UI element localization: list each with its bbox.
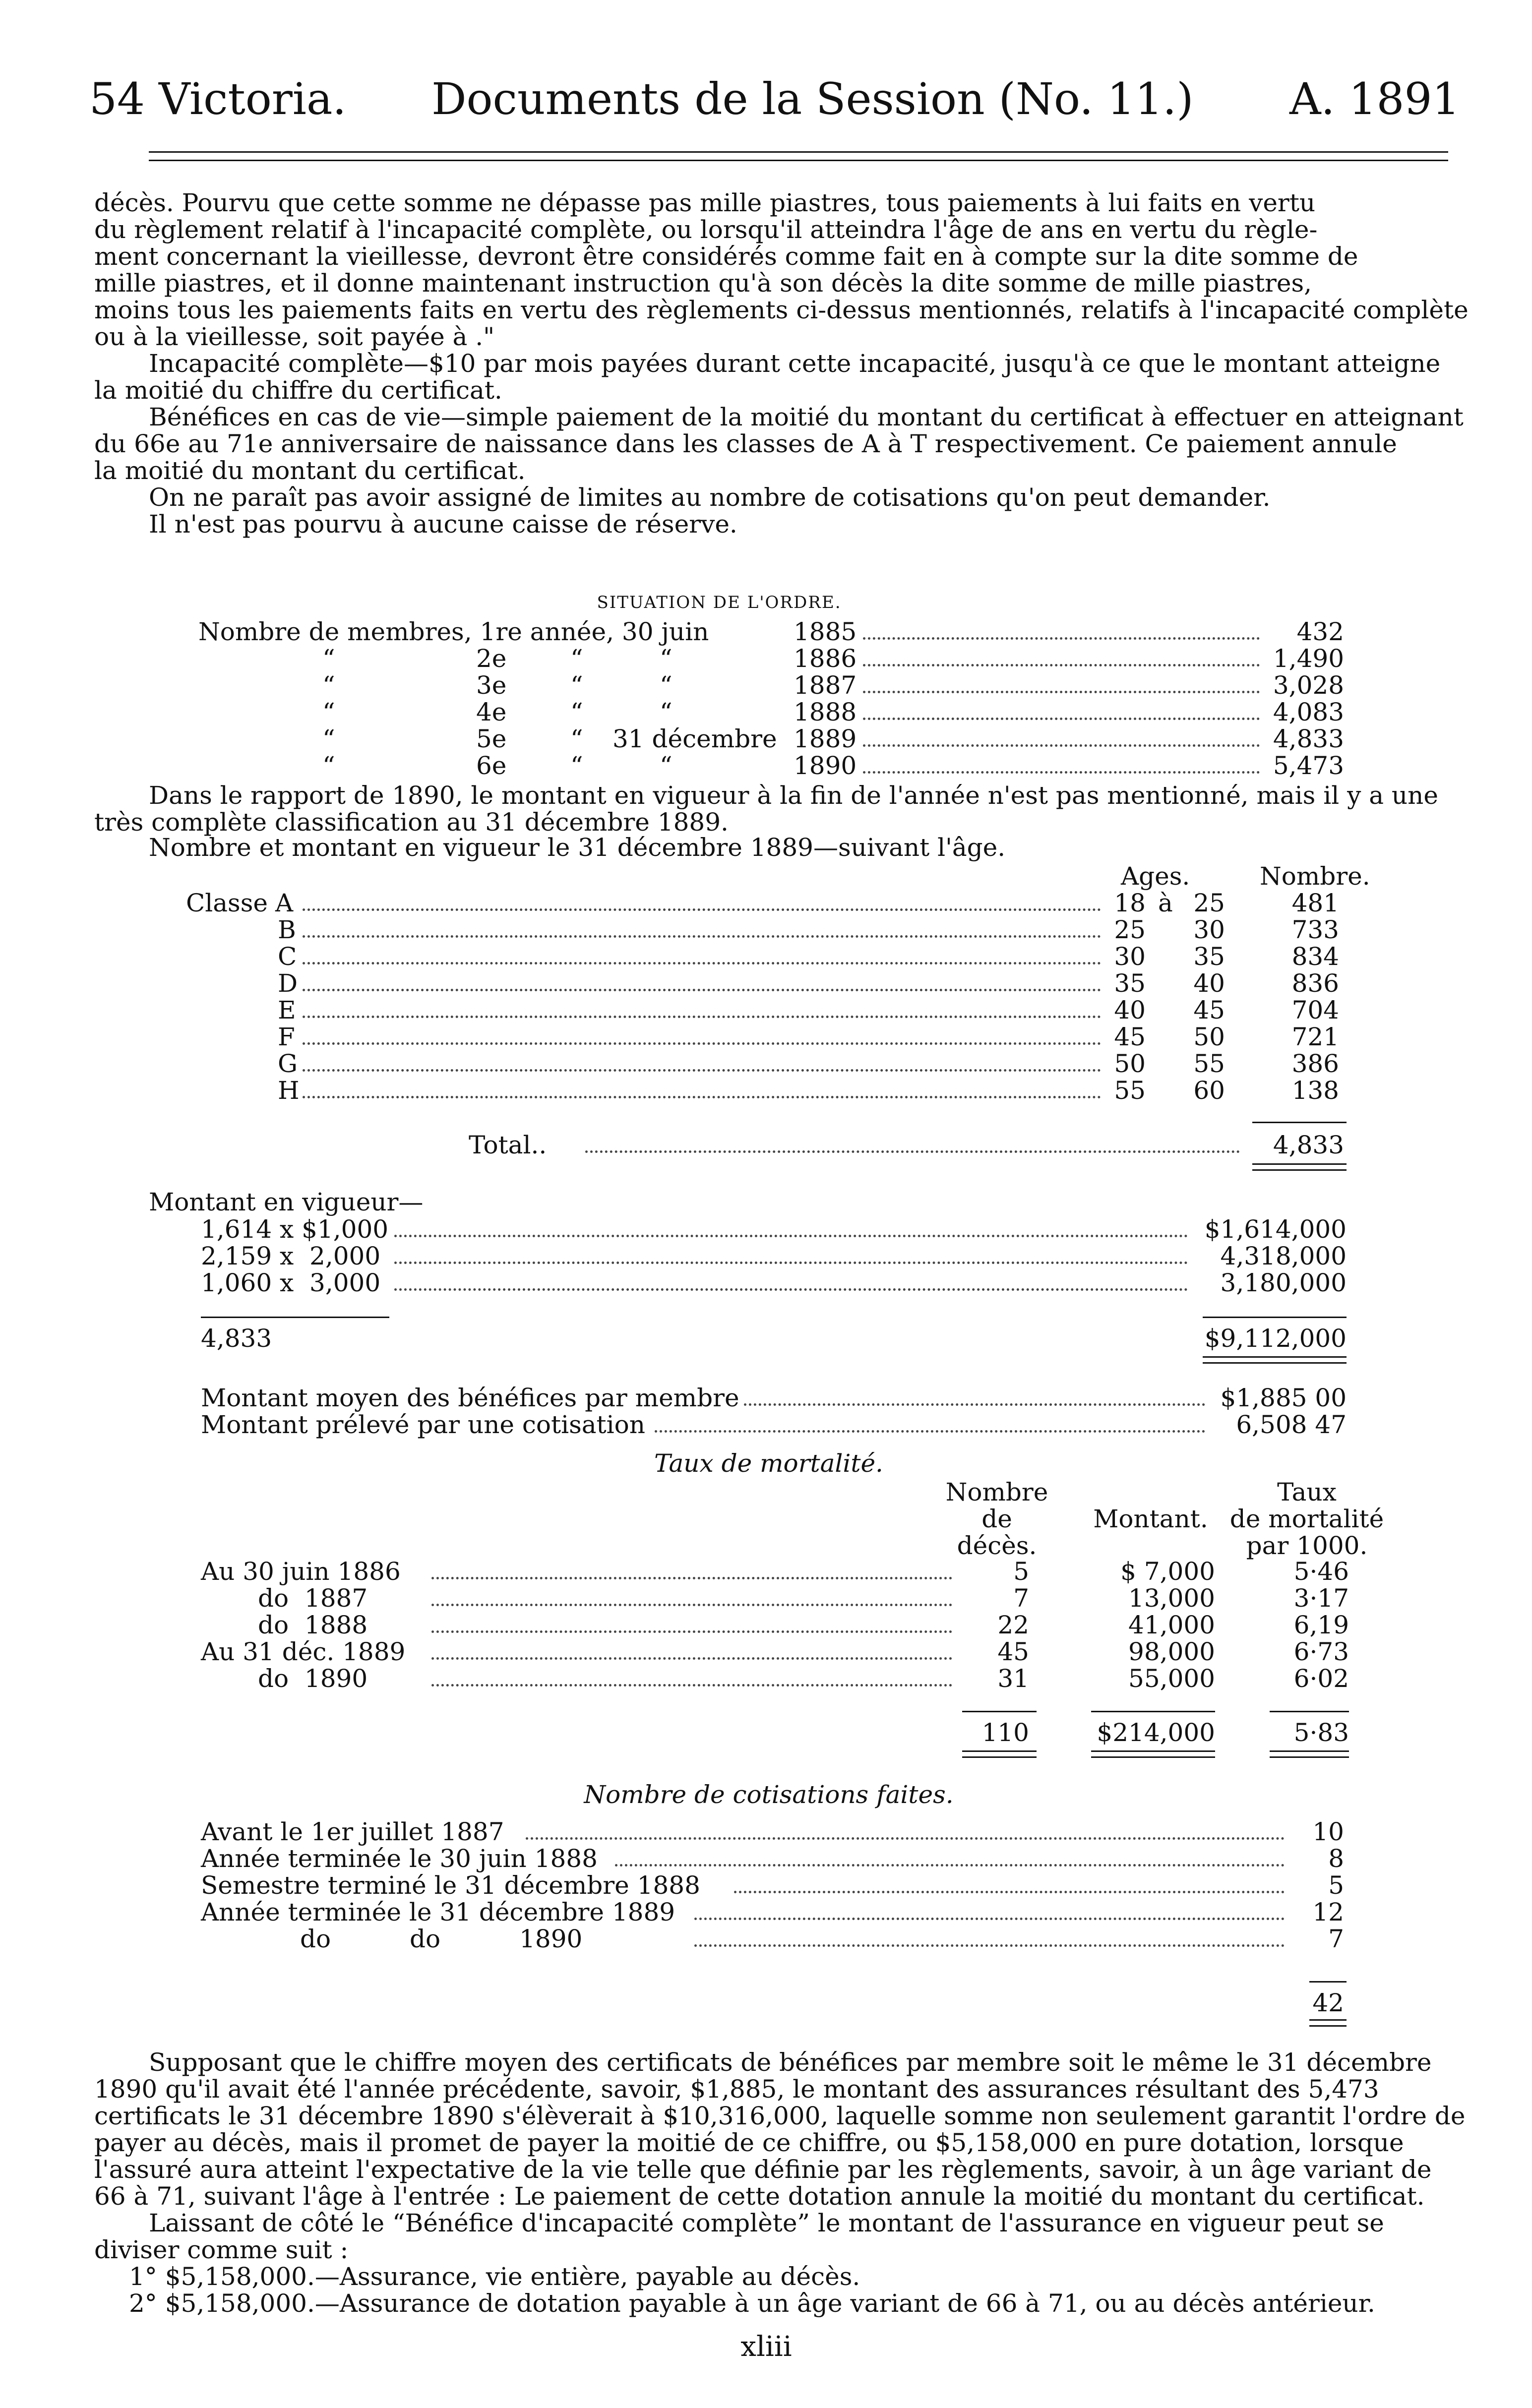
- intro-line: moins tous les paiements faits en vertu des règlements ci-dessus mentionnés, relatifs à l'incapacité complète: [94, 296, 1469, 324]
- situation-year: 1886: [794, 644, 857, 673]
- montant-rule-left: [201, 1317, 389, 1318]
- moyen-dots: [744, 1403, 1205, 1406]
- mortalite-deces: 45: [997, 1637, 1029, 1666]
- age-class: G: [278, 1049, 298, 1078]
- mortalite-deces: 31: [997, 1664, 1029, 1693]
- intro-line: décès. Pourvu que cette somme ne dépasse pas mille piastres, tous paiements à lui faits en vertu: [94, 188, 1316, 217]
- situation-dots: [863, 664, 1260, 666]
- mortalite-taux: 3·17: [1293, 1584, 1349, 1613]
- closing-line: l'assuré aura atteint l'expectative de la vie telle que définie par les règlements, savoir, à un âge variant de: [94, 2155, 1432, 2184]
- age-dots: [303, 935, 1101, 938]
- moyen-dots: [655, 1430, 1205, 1433]
- closing-line: 66 à 71, suivant l'âge à l'entrée : Le paiement de cette dotation annule la moitié du montant du certificat.: [94, 2182, 1425, 2211]
- mortalite-deces: 5: [1013, 1557, 1029, 1586]
- mortalite-montant: 13,000: [1128, 1584, 1215, 1613]
- situation-ditto: “: [570, 698, 583, 726]
- age-class: E: [278, 996, 296, 1024]
- mort-total-montant: $214,000: [1097, 1718, 1215, 1747]
- cotisation-label: do do 1890: [300, 1925, 583, 1953]
- age-sep: à: [1158, 889, 1173, 917]
- montant-double-1: [1203, 1356, 1347, 1358]
- situation-value: 5,473: [1273, 751, 1344, 780]
- situation-ditto: “: [322, 724, 335, 753]
- situation-dots: [863, 637, 1260, 640]
- cotisations-title: Nombre de cotisations faites.: [584, 1780, 954, 1809]
- montant-value: 4,318,000: [1220, 1242, 1347, 1270]
- mortalite-taux: 6·73: [1293, 1637, 1349, 1666]
- mortalite-montant: 55,000: [1128, 1664, 1215, 1693]
- situation-ordinal: 6e: [476, 751, 507, 780]
- cotisation-dots: [734, 1891, 1285, 1893]
- mort-double-taux-2: [1270, 1756, 1349, 1758]
- mortalite-deces: 22: [997, 1611, 1029, 1639]
- mortalite-h-nombre-2: de: [981, 1505, 1012, 1533]
- cotisation-value: 10: [1312, 1817, 1344, 1846]
- mort-double-deces-2: [962, 1756, 1037, 1758]
- age-to: 55: [1193, 1049, 1225, 1078]
- mortalite-h-nombre-1: Nombre: [945, 1478, 1048, 1506]
- intro-line: ment concernant la vieillesse, devront être considérés comme fait en à compte sur la dite somme de: [94, 242, 1358, 271]
- cotisation-value: 7: [1328, 1925, 1344, 1953]
- montant-total-right: $9,112,000: [1204, 1324, 1347, 1353]
- mortalite-h-taux-2: de mortalité: [1229, 1505, 1384, 1533]
- mortalite-dots: [431, 1630, 952, 1633]
- situation-ordinal: 3e: [476, 671, 507, 700]
- age-class: F: [278, 1023, 295, 1051]
- situation-dots: [863, 744, 1260, 747]
- age-to: 50: [1193, 1023, 1225, 1051]
- age-count: 836: [1291, 969, 1339, 998]
- age-count: 138: [1291, 1076, 1339, 1105]
- mort-double-montant-1: [1091, 1750, 1215, 1752]
- age-count: 834: [1291, 942, 1339, 971]
- cot-double-1: [1309, 2019, 1347, 2021]
- situation-ordinal: 5e: [476, 724, 507, 753]
- situation-value: 432: [1296, 617, 1344, 646]
- intro-line: du 66e au 71e anniversaire de naissance dans les classes de A à T respectivement. Ce paiement annule: [94, 429, 1397, 458]
- age-count: 386: [1291, 1049, 1339, 1078]
- age-from: 40: [1114, 996, 1146, 1024]
- closing-line: Supposant que le chiffre moyen des certificats de bénéfices par membre soit le même le 31 décembre: [149, 2048, 1432, 2077]
- mort-double-taux-1: [1270, 1750, 1349, 1752]
- age-total-label: Total..: [469, 1131, 547, 1159]
- age-total-value: 4,833: [1273, 1131, 1344, 1159]
- age-count: 733: [1291, 915, 1339, 944]
- intro-line: ou à la vieillesse, soit payée à .": [94, 322, 495, 351]
- closing-line: 2° $5,158,000.—Assurance de dotation payable à un âge variant de 66 à 71, ou au décès antérieur.: [129, 2289, 1375, 2318]
- mortalite-h-taux-1: Taux: [1277, 1478, 1337, 1506]
- montant-rule-right: [1203, 1317, 1347, 1318]
- age-class: D: [278, 969, 298, 998]
- header-left: 54 Victoria.: [89, 73, 347, 124]
- cot-double-2: [1309, 2025, 1347, 2027]
- age-col-nombre: Nombre.: [1260, 862, 1370, 891]
- age-from: 45: [1114, 1023, 1146, 1051]
- situation-year: 1885: [794, 617, 857, 646]
- situation-month: “: [660, 671, 673, 700]
- mort-total-deces: 110: [981, 1718, 1029, 1747]
- intro-line: Bénéfices en cas de vie—simple paiement de la moitié du montant du certificat à effectuer en atteignant: [149, 403, 1464, 431]
- montant-dots: [394, 1288, 1188, 1291]
- mort-rule-taux: [1270, 1711, 1349, 1712]
- mortalite-dots: [431, 1604, 952, 1606]
- cotisation-dots: [694, 1918, 1285, 1920]
- age-table-heading: Nombre et montant en vigueur le 31 décembre 1889—suivant l'âge.: [149, 833, 1006, 862]
- cotisation-value: 12: [1312, 1898, 1344, 1926]
- situation-ordinal: 4e: [476, 698, 507, 726]
- age-dots: [303, 1042, 1101, 1045]
- age-to: 45: [1193, 996, 1225, 1024]
- age-from: 25: [1114, 915, 1146, 944]
- age-class: B: [278, 915, 296, 944]
- mort-double-deces-1: [962, 1750, 1037, 1752]
- situation-ditto: “: [570, 751, 583, 780]
- age-class: C: [278, 942, 297, 971]
- age-total-dots: [585, 1150, 1240, 1153]
- age-to: 60: [1193, 1076, 1225, 1105]
- age-total-double-2: [1252, 1169, 1347, 1171]
- montant-double-2: [1203, 1362, 1347, 1364]
- mortalite-taux: 6·02: [1293, 1664, 1349, 1693]
- cotisation-dots: [526, 1837, 1285, 1840]
- situation-ditto: “: [322, 644, 335, 673]
- cotisation-dots: [615, 1864, 1285, 1866]
- age-class: A: [275, 889, 294, 917]
- closing-line: payer au décès, mais il promet de payer la moitié de ce chiffre, ou $5,158,000 en pure dotation, lorsque: [94, 2128, 1404, 2157]
- intro-line: la moitié du chiffre du certificat.: [94, 376, 502, 405]
- montant-total-left: 4,833: [201, 1324, 272, 1353]
- situation-value: 3,028: [1273, 671, 1344, 700]
- situation-ditto: “: [322, 671, 335, 700]
- montant-dots: [394, 1235, 1188, 1237]
- situation-dots: [863, 691, 1260, 693]
- mortalite-taux: 5·46: [1293, 1557, 1349, 1586]
- closing-line: certificats le 31 décembre 1890 s'élèverait à $10,316,000, laquelle somme non seulement garantit l'ordre de: [94, 2102, 1466, 2130]
- situation-ditto: “: [322, 751, 335, 780]
- header-right: A. 1891: [1289, 73, 1460, 124]
- mortalite-dots: [431, 1657, 952, 1660]
- intro-line: Il n'est pas pourvu à aucune caisse de réserve.: [149, 510, 737, 539]
- cotisation-value: 5: [1328, 1871, 1344, 1900]
- montant-label: 2,159 x 2,000: [201, 1242, 381, 1270]
- situation-month: “: [660, 751, 673, 780]
- mortalite-label: do 1888: [258, 1611, 368, 1639]
- header-center: Documents de la Session (No. 11.): [431, 73, 1194, 124]
- age-count: 721: [1291, 1023, 1339, 1051]
- cotisation-value: 8: [1328, 1844, 1344, 1873]
- cot-total: 42: [1312, 1988, 1344, 2017]
- situation-month: “: [660, 698, 673, 726]
- paragraph-1890-line: Dans le rapport de 1890, le montant en vigueur à la fin de l'année n'est pas mentionné, mais il y a une: [149, 781, 1438, 810]
- closing-line: 1° $5,158,000.—Assurance, vie entière, payable au décès.: [129, 2262, 860, 2291]
- age-to: 25: [1193, 889, 1225, 917]
- age-dots: [303, 1096, 1101, 1098]
- mort-total-taux: 5·83: [1293, 1718, 1349, 1747]
- intro-line: du règlement relatif à l'incapacité complète, ou lorsqu'il atteindra l'âge de ans en vertu du règle-: [94, 215, 1318, 244]
- cotisation-label: Année terminée le 31 décembre 1889: [201, 1898, 675, 1926]
- age-dots: [303, 1069, 1101, 1072]
- paragraph-1890-line: très complète classification au 31 décembre 1889.: [94, 808, 729, 837]
- mort-double-montant-2: [1091, 1756, 1215, 1758]
- mort-rule-montant: [1091, 1711, 1215, 1712]
- situation-month: 31 décembre: [613, 724, 777, 753]
- mortalite-label: do 1890: [258, 1664, 368, 1693]
- mortalite-dots: [431, 1577, 952, 1579]
- situation-ditto: “: [570, 644, 583, 673]
- page-number: xliii: [740, 2331, 792, 2363]
- mortalite-montant: 98,000: [1128, 1637, 1215, 1666]
- mortalite-label: do 1887: [258, 1584, 368, 1613]
- mortalite-taux: 6,19: [1293, 1611, 1349, 1639]
- situation-ditto: “: [322, 698, 335, 726]
- cotisation-label: Semestre terminé le 31 décembre 1888: [201, 1871, 700, 1900]
- age-dots: [303, 1016, 1101, 1018]
- moyen-value: $1,885 00: [1220, 1384, 1347, 1412]
- classe-label: Classe: [186, 889, 268, 917]
- age-dots: [303, 962, 1101, 964]
- age-to: 40: [1193, 969, 1225, 998]
- montant-heading: Montant en vigueur—: [149, 1188, 424, 1216]
- situation-value: 1,490: [1273, 644, 1344, 673]
- montant-label: 1,614 x $1,000: [201, 1215, 389, 1244]
- montant-value: $1,614,000: [1204, 1215, 1347, 1244]
- situation-year: 1887: [794, 671, 857, 700]
- mortalite-h-nombre-3: décès.: [957, 1531, 1037, 1560]
- age-dots: [303, 908, 1101, 911]
- mortalite-montant: $ 7,000: [1120, 1557, 1215, 1586]
- age-col-ages: Ages.: [1121, 862, 1190, 891]
- mortalite-deces: 7: [1013, 1584, 1029, 1613]
- situation-ordinal: 2e: [476, 644, 507, 673]
- mortalite-label: Au 31 déc. 1889: [201, 1637, 406, 1666]
- situation-label: Nombre de membres, 1re année, 30 juin: [198, 617, 709, 646]
- mortalite-h-taux-3: par 1000.: [1246, 1531, 1368, 1560]
- age-total-rule: [1252, 1122, 1347, 1123]
- age-to: 35: [1193, 942, 1225, 971]
- montant-label: 1,060 x 3,000: [201, 1268, 381, 1297]
- mortalite-title: Taux de mortalité.: [654, 1449, 883, 1478]
- cotisation-label: Année terminée le 30 juin 1888: [201, 1844, 598, 1873]
- age-from: 50: [1114, 1049, 1146, 1078]
- mort-rule-deces: [962, 1711, 1037, 1712]
- closing-line: diviser comme suit :: [94, 2235, 349, 2264]
- age-count: 481: [1291, 889, 1339, 917]
- montant-value: 3,180,000: [1220, 1268, 1347, 1297]
- age-to: 30: [1193, 915, 1225, 944]
- intro-line: On ne paraît pas avoir assigné de limites au nombre de cotisations qu'on peut demander.: [149, 483, 1271, 512]
- header-rule-bottom: [149, 160, 1448, 161]
- cotisation-label: Avant le 1er juillet 1887: [201, 1817, 504, 1846]
- closing-line: 1890 qu'il avait été l'année précédente, savoir, $1,885, le montant des assurances résultant des 5,473: [94, 2075, 1379, 2104]
- montant-dots: [394, 1262, 1188, 1264]
- intro-line: la moitié du montant du certificat.: [94, 456, 526, 485]
- situation-year: 1888: [794, 698, 857, 726]
- situation-value: 4,083: [1273, 698, 1344, 726]
- situation-year: 1889: [794, 724, 857, 753]
- age-dots: [303, 989, 1101, 991]
- mortalite-montant: 41,000: [1128, 1611, 1215, 1639]
- age-from: 55: [1114, 1076, 1146, 1105]
- mortalite-h-montant: Montant.: [1093, 1505, 1208, 1533]
- age-count: 704: [1291, 996, 1339, 1024]
- header-rule-top: [149, 151, 1448, 153]
- situation-month: “: [660, 644, 673, 673]
- age-class: H: [278, 1076, 300, 1105]
- situation-dots: [863, 718, 1260, 720]
- age-total-double-1: [1252, 1163, 1347, 1165]
- intro-line: mille piastres, et il donne maintenant instruction qu'à son décès la dite somme de mille piastres,: [94, 269, 1312, 298]
- moyen-value: 6,508 47: [1236, 1410, 1347, 1439]
- situation-year: 1890: [794, 751, 857, 780]
- situation-value: 4,833: [1273, 724, 1344, 753]
- situation-dots: [863, 771, 1260, 774]
- intro-line: Incapacité complète—$10 par mois payées durant cette incapacité, jusqu'à ce que le montant atteigne: [149, 349, 1441, 378]
- closing-line: Laissant de côté le “Bénéfice d'incapacité complète” le montant de l'assurance en vigueur peut se: [149, 2209, 1384, 2237]
- age-from: 35: [1114, 969, 1146, 998]
- age-from: 30: [1114, 942, 1146, 971]
- moyen-label: Montant moyen des bénéfices par membre: [201, 1384, 739, 1412]
- cotisation-dots: [694, 1944, 1285, 1947]
- situation-title: SITUATION DE L'ORDRE.: [597, 593, 842, 612]
- age-from: 18: [1114, 889, 1146, 917]
- cot-total-rule: [1309, 1981, 1347, 1983]
- situation-ditto: “: [570, 724, 583, 753]
- mortalite-dots: [431, 1684, 952, 1686]
- moyen-label: Montant prélevé par une cotisation: [201, 1410, 645, 1439]
- situation-ditto: “: [570, 671, 583, 700]
- mortalite-label: Au 30 juin 1886: [201, 1557, 401, 1586]
